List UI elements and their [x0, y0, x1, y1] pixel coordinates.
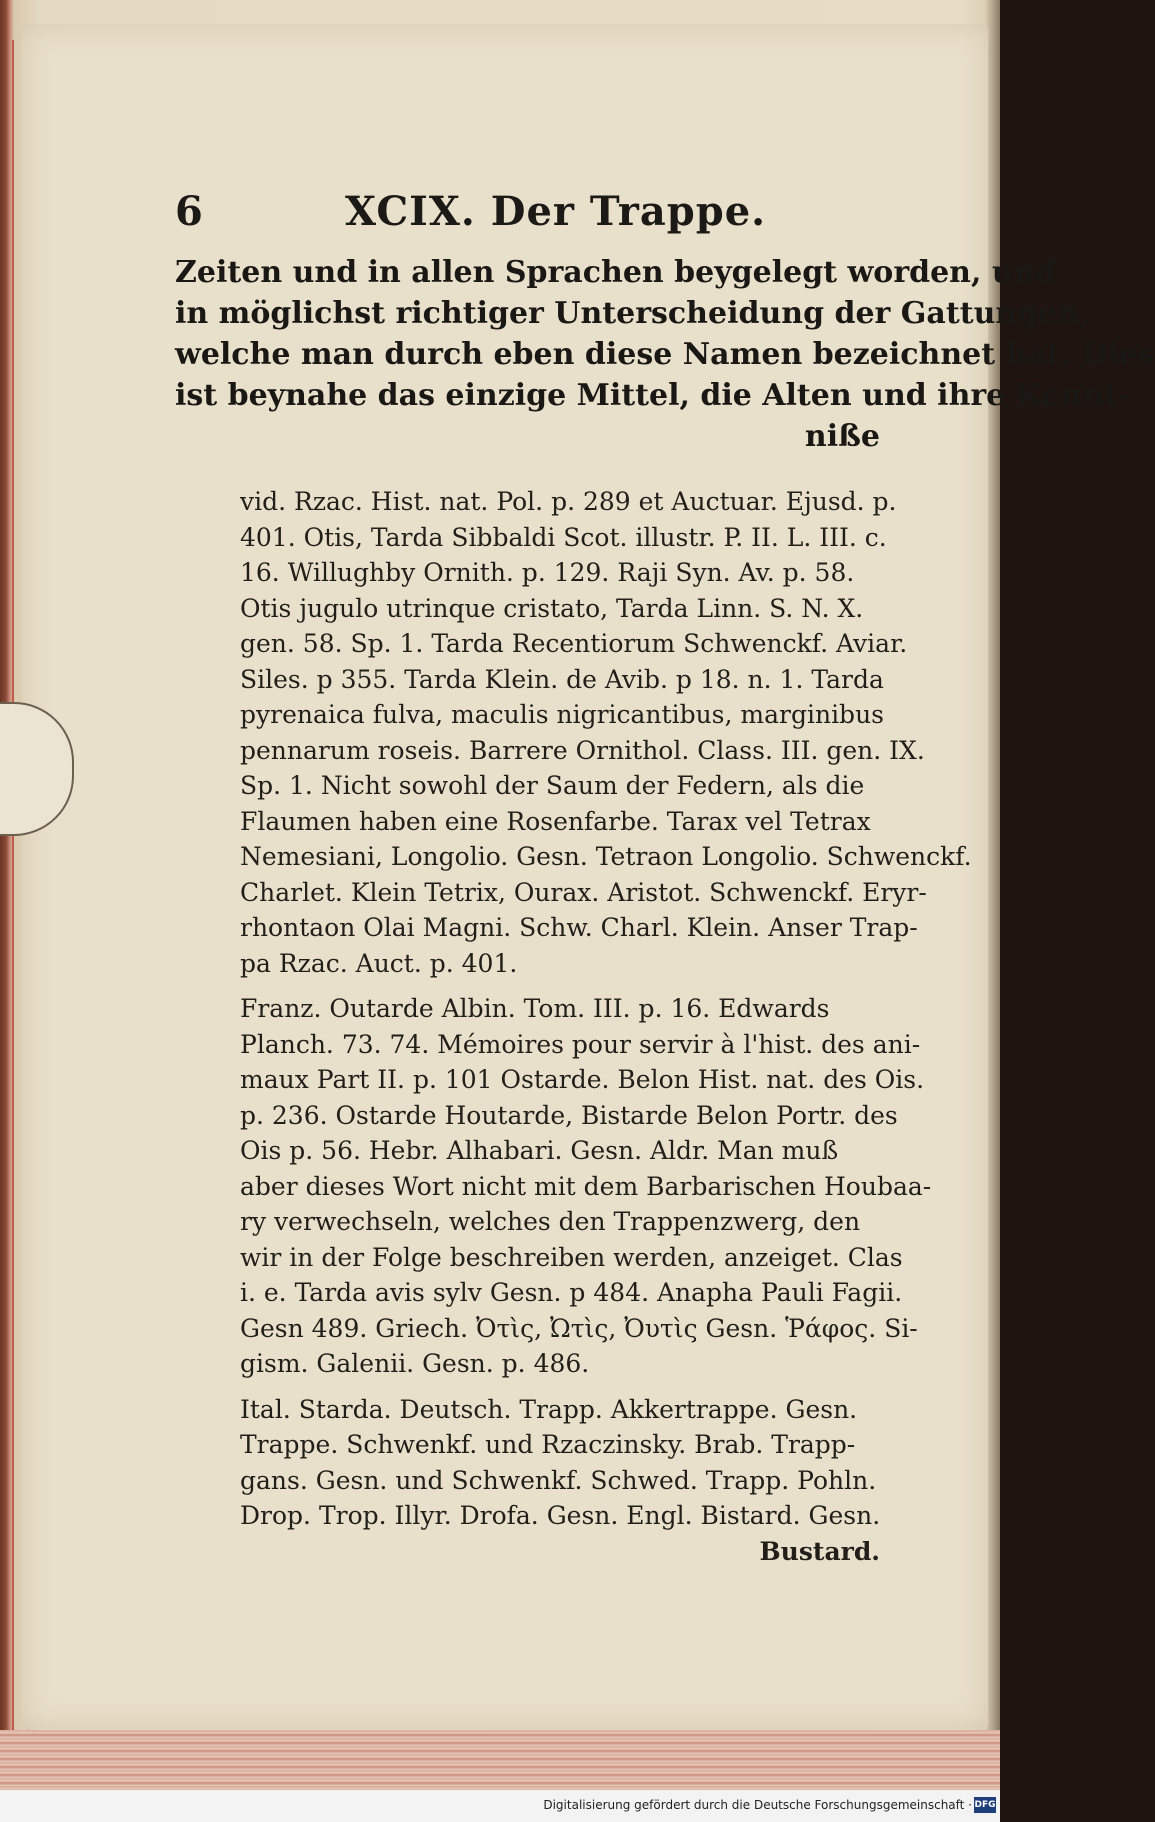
catchword: Bustard.	[759, 1536, 880, 1566]
main-text-line: niße	[804, 419, 880, 454]
main-text-line: ist beynahe das einzige Mittel, die Alten und ihre Kennt-	[175, 378, 1131, 413]
note-line: Nemesiani, Longolio. Gesn. Tetraon Longolio. Schwenckf.	[240, 842, 972, 871]
note-line: wir in der Folge beschreiben werden, anzeiget. Clas	[240, 1242, 903, 1272]
note-line: aber dieses Wort nicht mit dem Barbarischen Houbaa-	[240, 1171, 932, 1201]
note-line: Flaumen haben eine Rosenfarbe. Tarax vel Tetrax	[240, 806, 871, 836]
note-line: gism. Galenii. Gesn. p. 486.	[240, 1349, 590, 1378]
note-line: Charlet. Klein Tetrix, Ourax. Aristot. Schwenckf. Eryr-	[240, 877, 927, 907]
note-line: rhontaon Olai Magni. Schw. Charl. Klein. Anser Trap-	[240, 913, 918, 942]
note-line: Planch. 73. 74. Mémoires pour servir à l'hist. des ani-	[240, 1029, 921, 1059]
paragraph-gap	[240, 981, 880, 991]
note-line: gans. Gesn. und Schwenkf. Schwed. Trapp. Pohln.	[240, 1465, 877, 1495]
footer-credit: Digitalisierung gefördert durch die Deutsche Forschungsgemeinschaft ·	[543, 1798, 972, 1812]
note-line: Trappe. Schwenkf. und Rzaczinsky. Brab. Trapp-	[240, 1430, 856, 1459]
digitization-footer	[0, 1790, 1000, 1822]
note-line: ry verwechseln, welches den Trappenzwerg, den	[240, 1207, 861, 1236]
note-line: 401. Otis, Tarda Sibbaldi Scot. illustr. P. II. L. III. c.	[240, 522, 887, 552]
running-header	[175, 188, 875, 244]
page-number: 6	[175, 188, 203, 235]
note-line: Sp. 1. Nicht sowohl der Saum der Federn, als die	[240, 771, 865, 800]
main-text	[175, 252, 1155, 457]
note-line: Franz. Outarde Albin. Tom. III. p. 16. Edwards	[240, 994, 830, 1023]
note-line: 16. Willughby Ornith. p. 129. Raji Syn. Av. p. 58.	[240, 558, 855, 587]
note-line: vid. Rzac. Hist. nat. Pol. p. 289 et Auctuar. Ejusd. p.	[240, 487, 897, 516]
note-line: pyrenaica fulva, maculis nigricantibus, marginibus	[240, 700, 884, 729]
chapter-title: XCIX. Der Trappe.	[345, 188, 767, 235]
note-line: Ital. Starda. Deutsch. Trapp. Akkertrappe. Gesn.	[240, 1394, 858, 1424]
footnotes	[240, 484, 972, 1569]
note-line: p. 236. Ostarde Houtarde, Bistarde Belon Portr. des	[240, 1100, 898, 1130]
note-line: Gesn 489. Griech. Ὀτὶς, Ὠτὶς, Ὀυτὶς Gesn. Ῥάφος. Si-	[240, 1313, 918, 1343]
note-line: i. e. Tarda avis sylv Gesn. p 484. Anapha Pauli Fagii.	[240, 1278, 903, 1307]
main-text-line: Zeiten und in allen Sprachen beygelegt worden, und	[175, 255, 1057, 290]
note-line: Drop. Trop. Illyr. Drofa. Gesn. Engl. Bistard. Gesn.	[240, 1501, 881, 1530]
note-line: pennarum roseis. Barrere Ornithol. Class. III. gen. IX.	[240, 735, 925, 765]
page-bottom-edge	[0, 1730, 1000, 1790]
dfg-logo: DFG	[974, 1797, 996, 1813]
note-line: Siles. p 355. Tarda Klein. de Avib. p 18. n. 1. Tarda	[240, 664, 884, 694]
main-text-line: welche man durch eben diese Namen bezeichnet hat. Dies	[175, 337, 1155, 372]
note-line: gen. 58. Sp. 1. Tarda Recentiorum Schwenckf. Aviar.	[240, 629, 908, 658]
paragraph-gap	[240, 1382, 880, 1392]
main-text-line: in möglichst richtiger Unterscheidung der Gattungen,	[175, 296, 1090, 331]
note-line: pa Rzac. Auct. p. 401.	[240, 948, 518, 978]
note-line: Ois p. 56. Hebr. Alhabari. Gesn. Aldr. Man muß	[240, 1136, 839, 1165]
note-line: Otis jugulo utrinque cristato, Tarda Linn. S. N. X.	[240, 593, 864, 623]
note-line: maux Part II. p. 101 Ostarde. Belon Hist. nat. des Ois.	[240, 1065, 925, 1094]
